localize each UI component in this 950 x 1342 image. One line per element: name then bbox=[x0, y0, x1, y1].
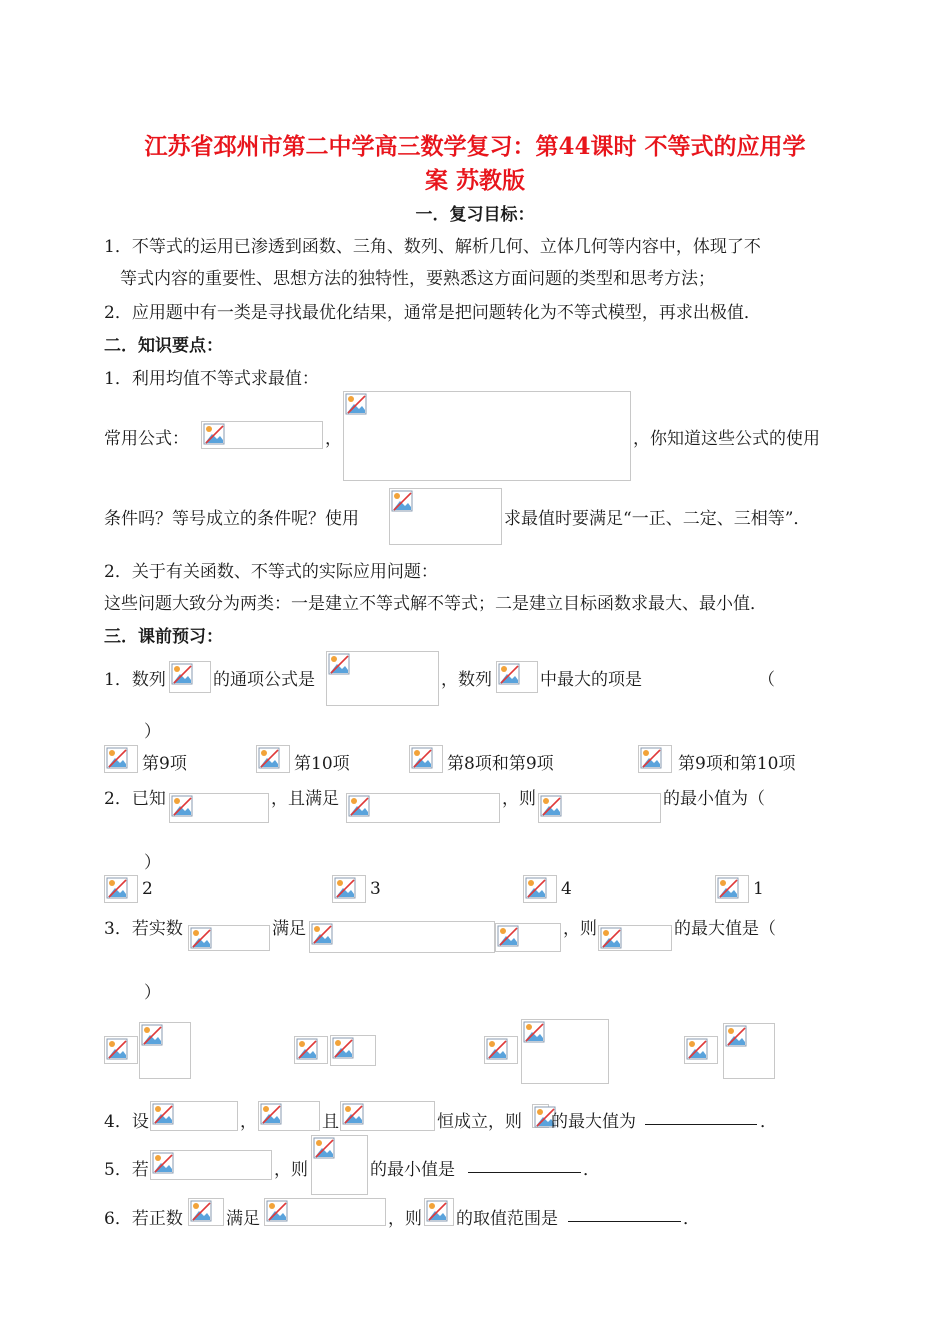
formula-image bbox=[139, 1022, 191, 1079]
broken-image-icon bbox=[600, 927, 622, 949]
formula-image bbox=[169, 661, 211, 693]
option-letter-image bbox=[332, 875, 366, 903]
q3-text: ，则 bbox=[563, 919, 597, 939]
document-title-line1: 江苏省邳州市第二中学高三数学复习：第44课时 不等式的应用学 bbox=[144, 133, 806, 160]
section3-heading: 三．课前预习： bbox=[104, 627, 223, 647]
formula-image bbox=[188, 1198, 224, 1226]
broken-image-icon bbox=[725, 1025, 747, 1047]
broken-image-icon bbox=[640, 747, 662, 769]
q3-paren-close: ） bbox=[144, 983, 161, 1003]
q4-text: 的最大值为 bbox=[551, 1112, 636, 1132]
q2-paren-close: ） bbox=[144, 853, 161, 873]
section1-item1-line1: 1．不等式的运用已渗透到函数、三角、数列、解析几何、立体几何等内容中，体现了不 bbox=[104, 237, 761, 257]
broken-image-icon bbox=[190, 927, 212, 949]
formula-suffix: ，你知道这些公式的使用 bbox=[633, 429, 820, 449]
broken-image-icon bbox=[686, 1038, 708, 1060]
formula-image bbox=[723, 1023, 775, 1079]
q4-text: ， bbox=[240, 1112, 257, 1132]
broken-image-icon bbox=[260, 1103, 282, 1125]
formula-image bbox=[309, 921, 495, 953]
broken-image-icon bbox=[171, 795, 193, 817]
q1-option-a: 第9项 bbox=[142, 754, 187, 774]
section1-item1-line2: 等式内容的重要性、思想方法的独特性，要熟悉这方面问题的类型和思考方法； bbox=[120, 269, 715, 289]
broken-image-icon bbox=[540, 795, 562, 817]
formula-image bbox=[169, 793, 269, 823]
q5-text: ，则 bbox=[274, 1160, 308, 1180]
option-letter-image bbox=[104, 875, 138, 903]
option-letter-image bbox=[715, 875, 749, 903]
broken-image-icon bbox=[717, 877, 739, 899]
q3-text: 3．若实数 bbox=[104, 919, 183, 939]
q1-text: 中最大的项是 bbox=[540, 670, 642, 690]
q4-text: 且 bbox=[322, 1112, 339, 1132]
broken-image-icon bbox=[152, 1103, 174, 1125]
broken-image-icon bbox=[106, 1038, 128, 1060]
condition-text: 条件吗？等号成立的条件呢？使用 bbox=[104, 509, 359, 529]
broken-image-icon bbox=[328, 653, 350, 675]
broken-image-icon bbox=[523, 1021, 545, 1043]
option-letter-image bbox=[294, 1036, 328, 1064]
formula-image bbox=[346, 793, 500, 823]
q4-text: 4．设 bbox=[104, 1112, 149, 1132]
formula-image bbox=[389, 488, 502, 545]
q1-text: 1．数列 bbox=[104, 670, 166, 690]
broken-image-icon bbox=[313, 1137, 335, 1159]
formula-image bbox=[326, 651, 439, 706]
q1-paren-close: ） bbox=[144, 722, 161, 742]
section2-item2-desc: 这些问题大致分为两类：一是建立不等式解不等式；二是建立目标函数求最大、最小值． bbox=[104, 594, 767, 614]
formula-image bbox=[343, 391, 631, 481]
formula-image bbox=[311, 1135, 368, 1195]
formula-image bbox=[330, 1035, 376, 1066]
q2-option-a: 2 bbox=[142, 879, 153, 899]
broken-image-icon bbox=[391, 490, 413, 512]
section2-item1: 1．利用均值不等式求最值： bbox=[104, 369, 319, 389]
answer-blank[interactable] bbox=[468, 1156, 581, 1173]
q2-text: ，则 bbox=[502, 789, 536, 809]
broken-image-icon bbox=[525, 877, 547, 899]
q1-option-b: 第10项 bbox=[294, 754, 350, 774]
condition-suffix: 求最值时要满足“一正、二定、三相等”． bbox=[504, 509, 811, 529]
answer-blank[interactable] bbox=[568, 1205, 681, 1222]
formula-image bbox=[150, 1150, 272, 1180]
formula-image bbox=[521, 1019, 609, 1084]
formula-image bbox=[424, 1198, 454, 1226]
formula-comma: ， bbox=[325, 429, 342, 449]
broken-image-icon bbox=[486, 1038, 508, 1060]
q1-option-d: 第9项和第10项 bbox=[678, 754, 796, 774]
q1-option-c: 第8项和第9项 bbox=[447, 754, 554, 774]
option-letter-image bbox=[256, 745, 290, 773]
broken-image-icon bbox=[497, 925, 519, 947]
broken-image-icon bbox=[348, 795, 370, 817]
broken-image-icon bbox=[258, 747, 280, 769]
broken-image-icon bbox=[334, 877, 356, 899]
section2-item2: 2．关于有关函数、不等式的实际应用问题： bbox=[104, 562, 438, 582]
option-letter-image bbox=[409, 745, 443, 773]
option-letter-image bbox=[638, 745, 672, 773]
section2-heading: 二．知识要点： bbox=[104, 336, 223, 356]
q5-text: 5．若 bbox=[104, 1160, 149, 1180]
q4-text: 恒成立，则 bbox=[437, 1112, 522, 1132]
broken-image-icon bbox=[296, 1038, 318, 1060]
q2-option-d: 1 bbox=[753, 879, 764, 899]
formula-image bbox=[495, 923, 561, 952]
q6-text: 的取值范围是 bbox=[456, 1209, 558, 1229]
section1-item2: 2．应用题中有一类是寻找最优化结果，通常是把问题转化为不等式模型，再求出极值． bbox=[104, 303, 761, 323]
q3-text: 满足 bbox=[272, 919, 306, 939]
q2-option-b: 3 bbox=[370, 879, 381, 899]
formula-image bbox=[150, 1101, 238, 1131]
formula-image bbox=[258, 1101, 320, 1131]
broken-image-icon bbox=[311, 923, 333, 945]
formula-image bbox=[532, 1104, 549, 1128]
q2-text: 的最小值为（ bbox=[663, 789, 765, 809]
answer-blank[interactable] bbox=[645, 1108, 757, 1125]
broken-image-icon bbox=[190, 1200, 212, 1222]
q6-text: 6．若正数 bbox=[104, 1209, 183, 1229]
q1-paren-open: （ bbox=[758, 670, 775, 690]
formula-image bbox=[496, 661, 538, 693]
broken-image-icon bbox=[171, 663, 193, 685]
q1-text: 的通项公式是 bbox=[213, 670, 315, 690]
broken-image-icon bbox=[342, 1103, 364, 1125]
q5-text: 的最小值是 bbox=[370, 1160, 455, 1180]
option-letter-image bbox=[484, 1036, 518, 1064]
q2-text: ，且满足 bbox=[271, 789, 339, 809]
option-letter-image bbox=[684, 1036, 718, 1064]
broken-image-icon bbox=[203, 423, 225, 445]
formula-image bbox=[201, 421, 323, 449]
q6-text: 满足 bbox=[226, 1209, 260, 1229]
broken-image-icon bbox=[426, 1200, 448, 1222]
formula-image bbox=[188, 925, 270, 951]
q2-text: 2．已知 bbox=[104, 789, 166, 809]
document-title-line2: 案 苏教版 bbox=[424, 167, 525, 194]
option-letter-image bbox=[104, 745, 138, 773]
q6-end: ． bbox=[683, 1209, 700, 1229]
broken-image-icon bbox=[141, 1024, 163, 1046]
formula-image bbox=[340, 1101, 435, 1131]
q4-end: ． bbox=[760, 1112, 777, 1132]
option-letter-image bbox=[523, 875, 557, 903]
broken-image-icon bbox=[106, 747, 128, 769]
broken-image-icon bbox=[106, 877, 128, 899]
q3-text: 的最大值是（ bbox=[674, 919, 776, 939]
q1-text: ，数列 bbox=[441, 670, 492, 690]
q5-end: ． bbox=[583, 1160, 600, 1180]
q6-text: ，则 bbox=[388, 1209, 422, 1229]
broken-image-icon bbox=[332, 1037, 354, 1059]
formula-prefix: 常用公式： bbox=[104, 429, 189, 449]
broken-image-icon bbox=[498, 663, 520, 685]
section1-heading: 一．复习目标： bbox=[415, 205, 535, 225]
broken-image-icon bbox=[266, 1200, 288, 1222]
broken-image-icon bbox=[345, 393, 367, 415]
broken-image-icon bbox=[152, 1152, 174, 1174]
option-letter-image bbox=[104, 1036, 138, 1064]
q2-option-c: 4 bbox=[561, 879, 572, 899]
broken-image-icon bbox=[411, 747, 433, 769]
formula-image bbox=[264, 1198, 386, 1226]
formula-image bbox=[598, 925, 672, 951]
formula-image bbox=[538, 793, 661, 823]
